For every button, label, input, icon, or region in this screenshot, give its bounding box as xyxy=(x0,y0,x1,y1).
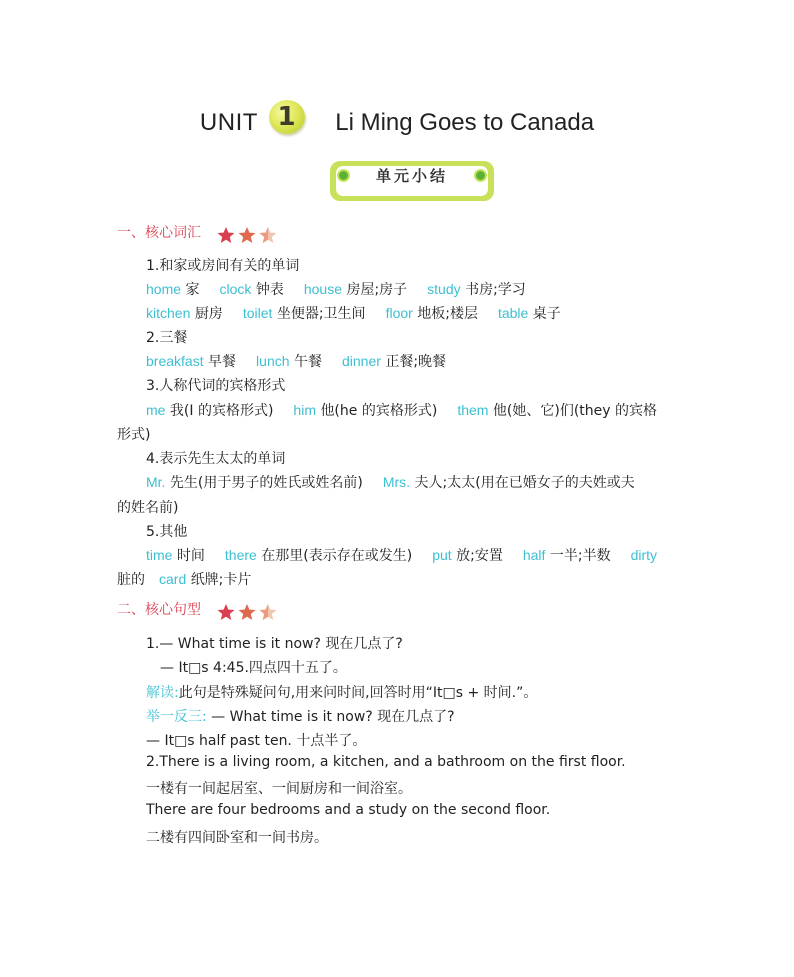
vocab-line: me 我(I 的宾格形式) him 他(he 的宾格形式) them 他(她、它)们(they 的宾格 xyxy=(146,402,657,419)
vocab-group-title: 1.和家或房间有关的单词 xyxy=(146,258,300,274)
extension-label: 举一反三: xyxy=(146,709,207,725)
unit-number-badge xyxy=(269,100,305,134)
vocab-line: kitchen 厨房 toilet 坐便器;卫生间 floor 地板;楼层 table 桌子 xyxy=(146,305,561,322)
unit-number: 1 xyxy=(277,102,296,132)
rating-star-icons xyxy=(217,603,279,621)
vocab-group-title: 2.三餐 xyxy=(146,330,188,346)
sentence-english: 2.There is a living room, a kitchen, and a bathroom on the first floor. xyxy=(146,754,626,770)
sentence-extension-answer: — It□s half past ten. 十点半了。 xyxy=(146,733,367,749)
unit-name: Li Ming Goes to Canada xyxy=(335,109,595,136)
section-heading-vocab: 一、核心词汇 xyxy=(117,222,279,244)
vocab-line: Mr. 先生(用于男子的姓氏或姓名前) Mrs. 夫人;太太(用在已婚女子的夫姓或夫 xyxy=(146,474,635,491)
vocab-line-continued: 形式) xyxy=(117,427,151,443)
sentence-chinese: 一楼有一间起居室、一间厨房和一间浴室。 xyxy=(146,781,412,797)
sentence-english: There are four bedrooms and a study on the second floor. xyxy=(146,802,551,818)
sentence-chinese: 二楼有四间卧室和一间书房。 xyxy=(146,830,328,846)
vocab-line-continued: 的姓名前) xyxy=(117,500,179,516)
vocab-group-title: 5.其他 xyxy=(146,524,188,540)
vocab-line: home 家 clock 钟表 house 房屋;房子 study 书房;学习 xyxy=(146,281,526,298)
page-title xyxy=(0,100,794,137)
vocab-group-title: 3.人称代词的宾格形式 xyxy=(146,378,286,394)
section-heading-sentences: 二、核心句型 xyxy=(117,599,279,621)
vocab-rating-stars xyxy=(217,226,279,244)
vocab-line-continued: 脏的 card 纸牌;卡片 xyxy=(117,571,252,588)
note-label: 解读: xyxy=(146,685,179,701)
sentence-note: 解读:此句是特殊疑问句,用来问时间,回答时用“It□s + 时间.”。 xyxy=(146,685,538,701)
sentence-extension: 举一反三: — What time is it now? 现在几点了? xyxy=(146,709,455,725)
banner-title: 单元小结 xyxy=(375,167,448,185)
unit-label: UNIT xyxy=(199,109,258,136)
sentence-answer: — It□s 4:45.四点四十五了。 xyxy=(160,660,347,676)
vocab-group-title: 4.表示先生太太的单词 xyxy=(146,451,286,467)
sentence-question: 1.— What time is it now? 现在几点了? xyxy=(146,636,403,652)
vocab-line: time 时间 there 在那里(表示存在或发生) put 放;安置 half 一半;半数 dirty xyxy=(146,547,658,564)
sentences-rating-stars xyxy=(217,603,279,621)
rating-star-icons xyxy=(217,226,279,244)
vocab-line: breakfast 早餐 lunch 午餐 dinner 正餐;晚餐 xyxy=(146,353,447,370)
section-banner xyxy=(330,161,494,201)
